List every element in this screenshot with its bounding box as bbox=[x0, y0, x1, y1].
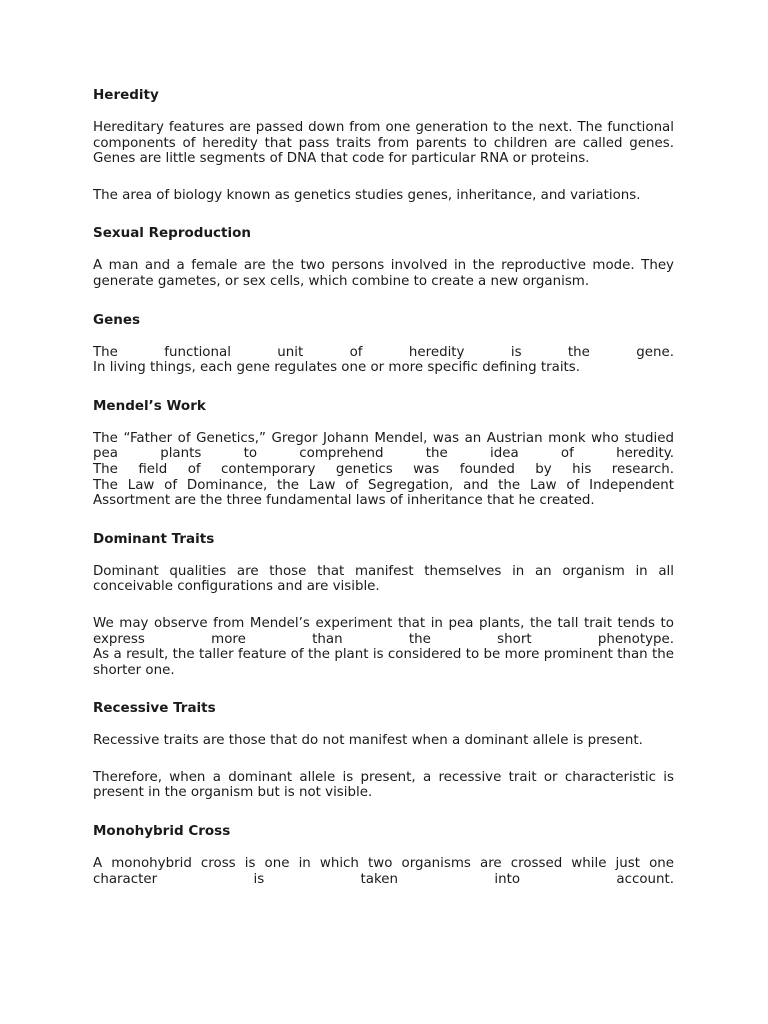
paragraph-mendels-work bbox=[93, 431, 674, 509]
paragraph-recessive-explanation: Therefore, when a dominant allele is present, a recessive trait or characteristic is present in the organism but is not visible. bbox=[93, 769, 674, 801]
paragraph-genetics-definition: The area of biology known as genetics studies genes, inheritance, and variations. bbox=[93, 187, 641, 203]
heading-dominant-traits: Dominant Traits bbox=[93, 530, 215, 547]
monohybrid-line: A monohybrid cross is one in which two organisms are crossed while just one character is taken into account. bbox=[93, 856, 674, 887]
heading-sexual-reproduction: Sexual Reproduction bbox=[93, 225, 252, 242]
mendel-line-3: The Law of Dominance, the Law of Segregation, and the Law of Independent Assortment are the three fundamental laws of inheritance that he created. bbox=[93, 477, 674, 509]
paragraph-sexual-reproduction: A man and a female are the two persons involved in the reproductive mode. They generate gametes, or sex cells, which combine to create a new organism. bbox=[93, 258, 674, 289]
heading-recessive-traits: Recessive Traits bbox=[93, 700, 216, 717]
heading-genes: Genes bbox=[93, 311, 141, 328]
dominant-line-2: As a result, the taller feature of the plant is considered to be more prominent than the shorter one. bbox=[93, 647, 674, 678]
heading-monohybrid-cross: Monohybrid Cross bbox=[93, 823, 231, 840]
mendel-line-2: The field of contemporary genetics was founded by his research. bbox=[93, 461, 674, 477]
paragraph-recessive-definition: Recessive traits are those that do not manifest when a dominant allele is present. bbox=[93, 733, 643, 749]
dominant-line-1: We may observe from Mendel’s experiment that in pea plants, the tall trait tends to express more than the short phenotype. bbox=[93, 615, 674, 647]
paragraph-dominant-definition: Dominant qualities are those that manifest themselves in an organism in all conceivable configurations and are visible. bbox=[93, 563, 674, 595]
mendel-line-1: The “Father of Genetics,” Gregor Johann Mendel, was an Austrian monk who studied pea plants to comprehend the idea of heredity. bbox=[93, 430, 674, 462]
paragraph-heredity-intro: Hereditary features are passed down from one generation to the next. The functional components of heredity that pass traits from parents to children are called genes. Genes are little segments of DNA that code for particular RNA or proteins. bbox=[93, 120, 674, 167]
genes-line-2: In living things, each gene regulates one or more specific defining traits. bbox=[93, 360, 581, 376]
paragraph-genes bbox=[93, 345, 674, 376]
paragraph-dominant-example bbox=[93, 616, 674, 678]
document-page bbox=[93, 87, 674, 908]
genes-line-1: The functional unit of heredity is the gene. bbox=[93, 344, 674, 360]
paragraph-monohybrid-cross bbox=[93, 856, 674, 887]
heading-heredity: Heredity bbox=[93, 87, 159, 103]
heading-mendels-work: Mendel’s Work bbox=[93, 397, 206, 414]
